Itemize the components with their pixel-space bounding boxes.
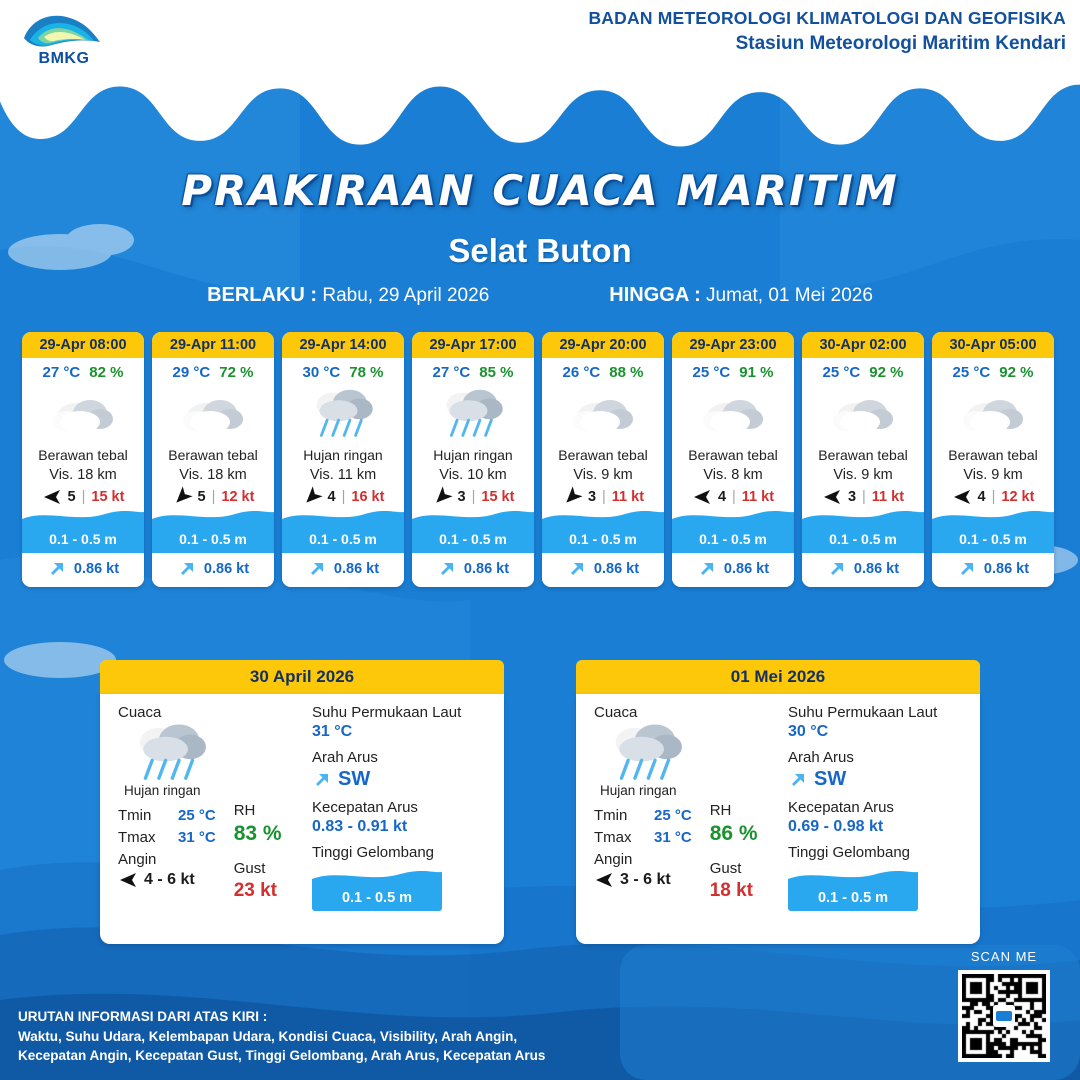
hourly-visibility: Vis. 8 km [703,467,763,483]
valid-to [609,284,873,307]
hourly-current [22,553,144,587]
current-speed: 0.86 kt [333,561,380,577]
wave-height-value: 0.1 - 0.5 m [439,531,507,547]
kecepatan-arus-label: Kecepatan Arus [788,799,894,816]
daily-current-direction [788,768,973,791]
gust-value: 23 kt [233,880,277,901]
hourly-card [22,332,144,587]
wave-height-value: 0.1 - 0.5 m [699,531,767,547]
arus-label: Arah Arus [788,749,854,766]
sst-value: 31 °C [312,723,353,740]
hourly-temperature: 30 °C [302,364,341,381]
hourly-current [802,553,924,587]
daily-wave-height [788,867,918,911]
hourly-current [412,553,534,587]
wind-separator: | [211,489,216,505]
agency-line-2: Stasiun Meteorologi Maritim Kendari [735,33,1066,54]
hourly-current [282,553,404,587]
wind-direction-value: 3 [457,489,466,505]
hourly-temperature: 29 °C [172,364,211,381]
wind-direction-value: 5 [197,489,206,505]
hourly-temperature: 27 °C [42,364,81,381]
gelombang-value: 0.1 - 0.5 m [341,890,413,906]
wind-direction-value: 4 [977,489,986,505]
arus-value: SW [814,768,847,790]
hourly-temp-hum [932,358,1054,383]
current-speed: 0.86 kt [853,561,900,577]
bmkg-logo-text: BMKG [38,50,90,67]
scan-me-block [958,949,1050,1062]
hourly-temp-hum [152,358,274,383]
daily-left-column [118,704,308,902]
current-direction-arrow-icon [437,559,457,579]
hourly-condition: Hujan ringan [303,447,383,463]
daily-condition: Hujan ringan [600,783,677,798]
daily-condition: Hujan ringan [124,783,201,798]
hourly-wave-height [152,511,274,553]
hourly-humidity: 91 % [739,364,774,381]
wave-height-value: 0.1 - 0.5 m [309,531,377,547]
angin-label: Angin [594,851,633,868]
wind-speed: 11 kt [871,489,905,505]
gust-label: Gust [233,860,266,877]
hourly-time: 30-Apr 05:00 [932,332,1054,358]
hourly-visibility: Vis. 9 km [963,467,1023,483]
hourly-card [542,332,664,587]
current-direction-arrow-icon [697,559,717,579]
current-direction-arrow-icon [177,559,197,579]
hourly-humidity: 92 % [869,364,904,381]
hourly-time: 29-Apr 23:00 [672,332,794,358]
footer-line-2: Waktu, Suhu Udara, Kelembapan Udara, Kondisi Cuaca, Visibility, Arah Angin, [18,1028,518,1044]
daily-left-column [594,704,784,902]
gelombang-value: 0.1 - 0.5 m [817,890,889,906]
hourly-card [802,332,924,587]
gust-label: Gust [709,860,742,877]
daily-panel-1 [100,660,504,944]
hourly-wave-height [542,511,664,553]
wind-direction-value: 3 [587,489,597,505]
daily-current-direction [312,768,497,791]
wind-separator: | [991,489,996,505]
tmin-label: Tmin [118,807,152,824]
wind-separator: | [862,489,866,505]
wind-speed: 15 kt [481,489,515,505]
wind-direction-arrow-icon [692,488,712,506]
kecepatan-arus-value: 0.83 - 0.91 kt [312,818,408,835]
hourly-visibility: Vis. 10 km [439,467,507,483]
current-direction-arrow-icon [827,559,847,579]
validity-row [0,284,1080,307]
current-speed: 0.86 kt [203,561,250,577]
current-speed: 0.86 kt [723,561,770,577]
rain-icon [412,383,534,445]
wind-speed: 11 kt [611,489,645,505]
tmin-label: Tmin [594,807,628,824]
hourly-time: 29-Apr 20:00 [542,332,664,358]
wave-height-value: 0.1 - 0.5 m [569,531,637,547]
hourly-humidity: 72 % [219,364,254,381]
daily-cuaca-label: Cuaca [118,704,162,721]
header-bar [0,0,1080,72]
daily-panel-2 [576,660,980,944]
current-direction-arrow-icon [312,770,332,790]
wind-speed: 11 kt [741,489,775,505]
cloudy-icon [22,383,144,445]
current-speed: 0.86 kt [593,561,640,577]
footer-line-3: Kecepatan Angin, Kecepatan Gust, Tinggi Gelombang, Arah Arus, Kecepatan Arus [18,1048,546,1064]
tmax-value: 31 °C [654,829,692,846]
wind-direction-value: 4 [327,489,336,505]
hourly-condition: Hujan ringan [433,447,513,463]
hourly-temperature: 25 °C [692,364,731,381]
rh-label: RH [709,802,732,819]
arus-label: Arah Arus [312,749,378,766]
current-direction-arrow-icon [788,770,808,790]
rain-icon [282,383,404,445]
rh-label: RH [233,802,256,819]
hourly-time: 29-Apr 08:00 [22,332,144,358]
wind-direction-arrow-icon [822,488,842,506]
hourly-humidity: 78 % [349,364,384,381]
gelombang-label: Tinggi Gelombang [788,844,911,861]
hourly-visibility: Vis. 9 km [833,467,893,483]
hourly-humidity: 92 % [999,364,1034,381]
wave-height-value: 0.1 - 0.5 m [49,531,117,547]
daily-cuaca-label: Cuaca [594,704,638,721]
hourly-condition: Berawan tebal [688,447,778,463]
wind-separator: | [602,489,606,505]
hourly-wave-height [932,511,1054,553]
current-direction-arrow-icon [47,559,67,579]
wind-direction-arrow-icon [302,488,322,506]
footer-line-1: URUTAN INFORMASI DARI ATAS KIRI : [18,1009,268,1025]
wind-speed: 16 kt [351,489,385,505]
page-subtitle: Selat Buton [448,232,632,269]
rh-value: 86 % [709,822,758,845]
hourly-current [932,553,1054,587]
agency-line-1: BADAN METEOROLOGI KLIMATOLOGI DAN GEOFISIKA [588,8,1066,28]
hourly-card [152,332,274,587]
sst-value: 30 °C [788,723,829,740]
hourly-temperature: 25 °C [952,364,991,381]
cloudy-icon [542,383,664,445]
hourly-temp-hum [282,358,404,383]
wind-direction-arrow-icon [952,488,972,506]
wind-separator: | [732,489,736,505]
hourly-card [412,332,534,587]
hourly-time: 29-Apr 17:00 [412,332,534,358]
hourly-wave-height [802,511,924,553]
daily-body-2 [576,694,980,944]
current-direction-arrow-icon [957,559,977,579]
hourly-current [542,553,664,587]
gelombang-label: Tinggi Gelombang [312,844,435,861]
daily-wind-value: 3 - 6 kt [620,871,671,888]
cloudy-icon [802,383,924,445]
hourly-temp-hum [542,358,664,383]
tmin-value: 25 °C [178,807,216,824]
wind-direction-arrow-icon [562,488,582,506]
kecepatan-arus-label: Kecepatan Arus [312,799,418,816]
valid-from-value: Rabu, 29 April 2026 [322,285,490,306]
hourly-wave-height [672,511,794,553]
arus-value: SW [338,768,371,790]
hourly-wave-height [412,511,534,553]
wind-direction-value: 4 [717,489,727,505]
wind-direction-arrow-icon [594,871,614,889]
hourly-current [672,553,794,587]
hourly-temperature: 27 °C [432,364,471,381]
daily-right-column [788,704,973,911]
valid-from-label: BERLAKU : [207,284,318,306]
hourly-condition: Berawan tebal [948,447,1038,463]
daily-wind [594,871,692,889]
hourly-visibility: Vis. 11 km [309,467,377,483]
daily-date-2: 01 Mei 2026 [576,660,980,694]
daily-wind-value: 4 - 6 kt [144,871,195,888]
wind-direction-arrow-icon [42,488,62,506]
cloudy-icon [152,383,274,445]
hourly-card [282,332,404,587]
daily-temps-rh [118,802,308,902]
valid-from [207,284,489,307]
wave-height-value: 0.1 - 0.5 m [959,531,1027,547]
current-direction-arrow-icon [307,559,327,579]
hourly-current [152,553,274,587]
tmax-label: Tmax [594,829,632,846]
hourly-visibility: Vis. 9 km [573,467,633,483]
qr-code[interactable] [958,970,1050,1062]
hourly-time: 29-Apr 14:00 [282,332,404,358]
gust-value: 18 kt [709,880,753,901]
daily-right-column [312,704,497,911]
hourly-visibility: Vis. 18 km [179,467,247,483]
daily-temps-rh [594,802,784,902]
hourly-temp-hum [802,358,924,383]
hourly-condition: Berawan tebal [168,447,258,463]
current-direction-arrow-icon [567,559,587,579]
kecepatan-arus-value: 0.69 - 0.98 kt [788,818,884,835]
cloudy-icon [932,383,1054,445]
wind-direction-value: 3 [847,489,857,505]
wind-direction-value: 5 [67,489,76,505]
wave-height-value: 0.1 - 0.5 m [179,531,247,547]
hourly-wave-height [22,511,144,553]
bmkg-logo [14,8,106,70]
hourly-card [672,332,794,587]
hourly-visibility: Vis. 18 km [49,467,117,483]
wind-direction-arrow-icon [432,488,452,506]
wind-separator: | [81,489,86,505]
rain-icon [118,721,308,783]
daily-wind [118,871,216,889]
wind-speed: 12 kt [221,489,255,505]
rh-value: 83 % [233,822,282,845]
hourly-condition: Berawan tebal [38,447,128,463]
hourly-time: 30-Apr 02:00 [802,332,924,358]
tmax-label: Tmax [118,829,156,846]
rain-icon [594,721,784,783]
hourly-time: 29-Apr 11:00 [152,332,274,358]
hourly-forecast-list [22,332,1062,587]
hourly-humidity: 82 % [89,364,124,381]
hourly-temperature: 25 °C [822,364,861,381]
hourly-condition: Berawan tebal [818,447,908,463]
valid-to-value: Jumat, 01 Mei 2026 [706,285,873,306]
sst-label: Suhu Permukaan Laut [312,704,462,721]
daily-wave-height [312,867,442,911]
wind-direction-arrow-icon [172,488,192,506]
hourly-temp-hum [22,358,144,383]
sst-label: Suhu Permukaan Laut [788,704,938,721]
wind-speed: 15 kt [91,489,125,505]
cloudy-icon [672,383,794,445]
daily-date-1: 30 April 2026 [100,660,504,694]
hourly-humidity: 88 % [609,364,644,381]
tmin-value: 25 °C [654,807,692,824]
footer-legend [18,1007,545,1066]
angin-label: Angin [118,851,157,868]
hourly-temp-hum [412,358,534,383]
wind-separator: | [341,489,346,505]
hourly-temperature: 26 °C [562,364,601,381]
current-speed: 0.86 kt [983,561,1030,577]
wind-speed: 12 kt [1001,489,1035,505]
header-scallop [0,64,1080,154]
current-speed: 0.86 kt [463,561,510,577]
agency-title [588,8,1066,55]
hourly-condition: Berawan tebal [558,447,648,463]
hourly-temp-hum [672,358,794,383]
wave-height-value: 0.1 - 0.5 m [829,531,897,547]
wind-direction-arrow-icon [118,871,138,889]
tmax-value: 31 °C [178,829,216,846]
hourly-humidity: 85 % [479,364,514,381]
page-title: PRAKIRAAN CUACA MARITIM [181,166,899,215]
daily-body-1 [100,694,504,944]
wind-separator: | [471,489,476,505]
hourly-card [932,332,1054,587]
valid-to-label: HINGGA : [609,284,701,306]
hourly-wave-height [282,511,404,553]
qr-center-logo [993,1005,1015,1027]
scan-me-label: SCAN ME [970,949,1038,964]
current-speed: 0.86 kt [73,561,120,577]
